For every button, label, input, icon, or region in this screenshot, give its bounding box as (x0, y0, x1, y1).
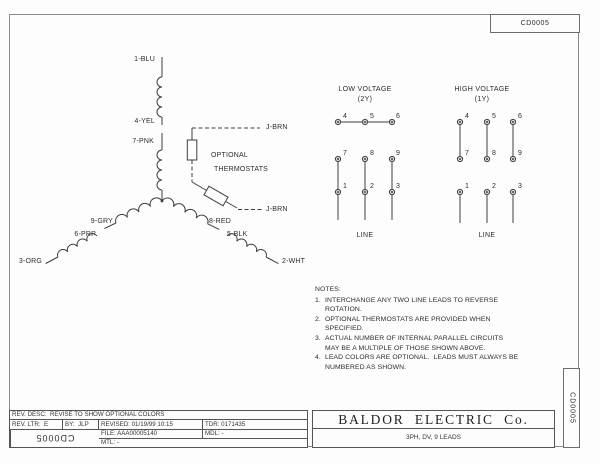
rev-ltr-cell: REV. LTR: E (10, 420, 63, 430)
note-item: 1. INTERCHANGE ANY TWO LINE LEADS TO REVERSE ROTATION. (315, 296, 499, 314)
company-name: BALDOR ELECTRIC Co. (313, 411, 554, 429)
wye-center-node (161, 200, 164, 203)
lead-label-3-org: 3-ORG (18, 258, 42, 265)
note-item: 4. LEAD COLORS ARE OPTIONAL. LEADS MUST ALWAYS BE NUMBERED AS SHOWN. (315, 354, 519, 371)
low-voltage-subtitle: (2Y) (357, 95, 373, 103)
mtl-cell: MTL: - (101, 439, 119, 446)
lv-terminal-num-3: 3 (396, 183, 401, 190)
tdr-cell: TDR: 0171435 (203, 420, 307, 430)
thermostat-caption-line2: THERMOSTATS (214, 166, 269, 173)
revised-cell: REVISED: 01/19/99 10:15 (99, 420, 203, 430)
rev-desc-cell: REV. DESC: REVISE TO SHOW OPTIONAL COLORS (10, 411, 307, 420)
notes-heading: NOTES: (315, 286, 341, 293)
lv-terminal-num-2: 2 (370, 183, 375, 190)
lv-terminal-num-5: 5 (370, 112, 375, 120)
winding-8 (162, 196, 210, 224)
high-voltage-subtitle: (1Y) (474, 95, 490, 103)
hv-terminal-num-1: 1 (465, 183, 470, 190)
lv-terminal-num-7: 7 (343, 149, 348, 157)
company-title-block (312, 410, 555, 448)
mdl-cell: MDL: - (203, 430, 307, 439)
high-voltage-terminals (457, 119, 515, 223)
high-voltage-title: HIGH VOLTAGE (454, 86, 510, 93)
doc-number-text: CD0005 (520, 20, 550, 27)
hv-terminal-num-8: 8 (492, 149, 497, 157)
lv-terminal-num-8: 8 (370, 149, 375, 157)
lv-line-label: LINE (356, 232, 374, 239)
doc-number-flipped: CD0005 (10, 430, 99, 447)
lead-label-8-red: 8-RED (209, 218, 232, 225)
hv-terminal-num-5: 5 (492, 112, 497, 120)
note-item: 2. OPTIONAL THERMOSTATS ARE PROVIDED WHEN SPECIFIED. (315, 315, 491, 333)
hv-terminal-num-6: 6 (518, 112, 523, 120)
lead3-wire (46, 257, 58, 264)
drawing-description: 3PH, DV, 9 LEADS (405, 434, 462, 441)
lead-label-9-gry: 9-GRY (90, 218, 113, 225)
lv-terminal-num-4: 4 (343, 112, 348, 120)
low-voltage-title: LOW VOLTAGE (338, 86, 392, 93)
hv-terminal-num-4: 4 (465, 112, 470, 120)
notes-block (315, 285, 553, 372)
lead-label-7-pnk: 7-PNK (132, 138, 154, 145)
hv-terminal-num-3: 3 (518, 183, 523, 190)
lv-terminal-num-9: 9 (396, 149, 401, 157)
lead-label-6-prp: 6-PRP (74, 231, 96, 238)
hv-terminal-num-9: 9 (518, 149, 523, 157)
lead-label-4-yel: 4-YEL (134, 118, 155, 125)
winding-9 (113, 196, 162, 223)
doc-number-strip-text: CD0005 (568, 392, 575, 424)
hv-terminal-num-7: 7 (465, 149, 470, 157)
thermostat-symbol-2 (204, 186, 228, 206)
lv-terminal-num-1: 1 (343, 183, 348, 190)
lead-label-2-wht: 2-WHT (282, 258, 306, 265)
lead2-wire (266, 257, 278, 264)
lead-label-5-blk: 5-BLK (227, 231, 248, 238)
thermostat-lead-label-j-brn-top: J-BRN (266, 124, 288, 131)
note-item: 3. ACTUAL NUMBER OF INTERNAL PARALLEL CIRCUITS MAY BE A MULTIPLE OF THOSE SHOWN ABOVE. (315, 334, 504, 352)
file-cell: FILE: AAA00005140 (99, 430, 203, 439)
winding-1-4 (157, 77, 162, 117)
thermostat-caption-line1: OPTIONAL (211, 152, 248, 159)
lead-label-1-blu: 1-BLU (134, 56, 155, 63)
doc-number-strip (563, 368, 580, 448)
low-voltage-terminals (335, 119, 394, 220)
lv-terminal-num-6: 6 (396, 112, 401, 120)
thermostat-symbol-1 (187, 140, 197, 160)
hv-line-label: LINE (478, 232, 496, 239)
revision-table (9, 410, 308, 448)
by-cell: BY: JLP (63, 420, 99, 430)
thermostat-lead-label-j-brn-bottom: J-BRN (266, 205, 288, 213)
hv-terminal-num-2: 2 (492, 183, 497, 190)
winding-7 (157, 150, 162, 190)
